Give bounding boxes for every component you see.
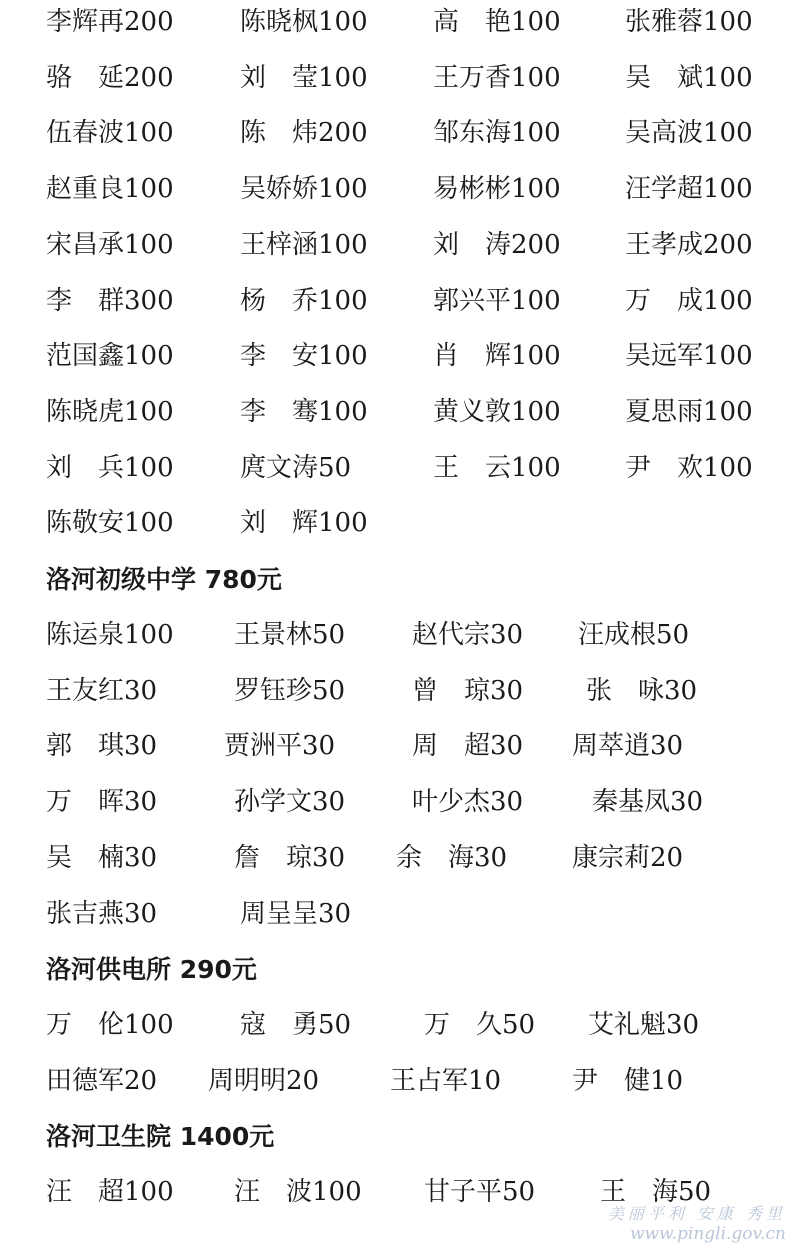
donation-amount: 20 [124, 1065, 158, 1096]
donor-entry [240, 1005, 351, 1045]
donor-row [0, 838, 800, 894]
donor-entry [224, 726, 335, 766]
donor-entry [234, 838, 345, 878]
donor-name: 汪成根 [578, 620, 657, 650]
donor-name: 王景林 [234, 620, 313, 650]
donor-name: 叶少杰 [412, 787, 491, 818]
donation-amount: 100 [318, 396, 368, 427]
donor-name: 杨 乔 [240, 285, 319, 316]
donor-entry [390, 1061, 501, 1101]
donor-entry [46, 281, 174, 321]
donor-name: 赵代宗 [412, 620, 491, 650]
section-heading: 洛河供电所 290元 [46, 955, 257, 984]
donation-amount: 50 [502, 1010, 536, 1040]
section-heading: 洛河卫生院 1400元 [46, 1122, 275, 1151]
donor-entry [46, 838, 157, 878]
donation-amount: 20 [286, 1065, 320, 1096]
donor-entry [240, 113, 368, 153]
donation-amount: 30 [124, 731, 158, 762]
donation-amount: 20 [650, 842, 684, 873]
donor-entry [572, 1061, 683, 1101]
donor-entry [240, 392, 368, 432]
donation-amount: 100 [318, 62, 368, 93]
donor-entry [46, 448, 174, 488]
donor-entry [625, 169, 753, 209]
donation-amount: 30 [664, 675, 698, 706]
donation-amount: 200 [124, 62, 174, 93]
donation-amount: 30 [318, 898, 352, 929]
donation-amount: 30 [650, 731, 684, 762]
donation-amount: 100 [318, 508, 368, 539]
donor-entry [46, 2, 174, 42]
donor-entry [240, 503, 368, 543]
donation-amount: 30 [124, 898, 158, 929]
donor-name: 罗钰珍 [234, 675, 313, 706]
donor-row [0, 782, 800, 838]
donor-row [0, 1005, 800, 1061]
donor-name: 刘 兵 [46, 452, 125, 483]
donor-name: 陈 炜 [240, 118, 319, 149]
donor-name: 康宗莉 [572, 842, 651, 873]
donor-row [0, 336, 800, 392]
donor-name: 周明明 [208, 1065, 287, 1096]
donation-amount: 200 [511, 229, 561, 260]
donation-amount: 100 [124, 229, 174, 260]
donor-name: 刘 涛 [433, 229, 512, 260]
donation-amount: 100 [124, 341, 174, 372]
donation-amount: 100 [511, 452, 561, 483]
watermark-slogan: 美丽平利 安康 秀里 [607, 1204, 786, 1223]
donor-entry [208, 1061, 319, 1101]
donor-name: 万 久 [424, 1010, 503, 1040]
donor-name: 李 群 [46, 285, 125, 316]
donor-name: 张雅蓉 [625, 7, 704, 37]
donation-amount: 30 [490, 620, 524, 650]
donor-name: 王万香 [433, 62, 512, 93]
donation-amount: 100 [124, 508, 174, 539]
donor-entry [46, 726, 157, 766]
donation-amount: 100 [124, 452, 174, 483]
donor-entry [240, 58, 368, 98]
donation-amount: 100 [511, 285, 561, 316]
donor-row [0, 448, 800, 504]
donor-entry [433, 448, 561, 488]
donor-name: 张 咏 [586, 675, 665, 706]
donor-name: 周呈呈 [240, 898, 319, 929]
donor-row [0, 503, 800, 559]
donor-entry [625, 336, 753, 376]
donation-amount: 50 [502, 1177, 536, 1207]
donor-name: 孙学文 [234, 787, 313, 818]
donor-name: 汪 超 [46, 1177, 125, 1207]
donor-name: 贾洲平 [224, 731, 303, 762]
donor-name: 王占军 [390, 1065, 469, 1096]
donor-entry [433, 58, 561, 98]
donor-entry [412, 615, 523, 655]
donor-name: 秦基凤 [592, 787, 671, 818]
donation-amount: 30 [490, 731, 524, 762]
donor-entry [46, 1005, 174, 1045]
donor-row [0, 281, 800, 337]
donor-name: 邹东海 [433, 118, 512, 149]
donation-amount: 50 [678, 1177, 712, 1207]
donor-name: 庹文涛 [240, 452, 319, 483]
donor-entry [46, 1061, 157, 1101]
donor-row [0, 894, 800, 950]
donor-entry [433, 2, 561, 42]
donor-entry [234, 782, 345, 822]
donation-amount: 100 [703, 285, 753, 316]
donor-name: 王友红 [46, 675, 125, 706]
donation-amount: 30 [124, 842, 158, 873]
donation-amount: 100 [318, 7, 368, 37]
donation-amount: 30 [312, 842, 346, 873]
donor-row [0, 615, 800, 671]
donation-amount: 30 [124, 675, 158, 706]
donor-name: 陈敬安 [46, 508, 125, 539]
donation-amount: 30 [490, 675, 524, 706]
donor-entry [424, 1005, 535, 1045]
donor-name: 王 海 [600, 1177, 679, 1207]
donor-name: 刘 辉 [240, 508, 319, 539]
donor-name: 夏思雨 [625, 396, 704, 427]
donor-entry [46, 782, 157, 822]
donation-amount: 50 [318, 452, 352, 483]
donor-row [0, 1061, 800, 1117]
donor-name: 陈运泉 [46, 620, 125, 650]
donor-entry [240, 448, 351, 488]
donor-name: 赵重良 [46, 174, 125, 205]
donation-amount: 30 [666, 1010, 700, 1040]
donation-amount: 300 [124, 285, 174, 316]
donor-entry [586, 671, 697, 711]
donor-entry [234, 671, 345, 711]
donation-amount: 100 [318, 174, 368, 205]
donor-row [0, 2, 800, 58]
donor-entry [433, 281, 561, 321]
donor-name: 曾 琼 [412, 675, 491, 706]
donor-entry [240, 169, 368, 209]
donor-entry [46, 113, 174, 153]
donor-name: 李 安 [240, 341, 319, 372]
donation-amount: 50 [312, 675, 346, 706]
donation-amount: 100 [511, 341, 561, 372]
donor-entry [240, 894, 351, 934]
donor-name: 吴高波 [625, 118, 704, 149]
donation-amount: 100 [511, 118, 561, 149]
donation-amount: 100 [312, 1177, 362, 1207]
donor-entry [46, 503, 174, 543]
donor-name: 吴 楠 [46, 842, 125, 873]
donation-amount: 100 [124, 1177, 174, 1207]
donor-name: 吴娇娇 [240, 174, 319, 205]
donation-amount: 100 [318, 341, 368, 372]
donor-entry [625, 392, 753, 432]
donor-name: 艾礼魁 [588, 1010, 667, 1040]
donor-name: 周萃逍 [572, 731, 651, 762]
donation-amount: 30 [490, 787, 524, 818]
donor-entry [412, 782, 523, 822]
donor-row [0, 113, 800, 169]
donation-amount: 100 [124, 118, 174, 149]
donor-name: 吴远军 [625, 341, 704, 372]
donor-name: 王梓涵 [240, 229, 319, 260]
donor-entry [625, 281, 753, 321]
donor-entry [240, 225, 368, 265]
donor-entry [234, 615, 345, 655]
donation-amount: 30 [670, 787, 704, 818]
donor-row [0, 726, 800, 782]
donor-name: 王孝成 [625, 229, 704, 260]
donor-entry [433, 169, 561, 209]
donor-name: 万 成 [625, 285, 704, 316]
donation-amount: 100 [124, 1010, 174, 1040]
donor-row [0, 671, 800, 727]
donor-entry [396, 838, 507, 878]
donation-amount: 100 [124, 620, 174, 650]
donor-entry [625, 225, 753, 265]
donor-name: 易彬彬 [433, 174, 512, 205]
donation-amount: 50 [656, 620, 690, 650]
donor-entry [46, 1172, 174, 1212]
donor-entry [46, 392, 174, 432]
donor-entry [572, 726, 683, 766]
donor-entry [240, 2, 368, 42]
donor-name: 汪 波 [234, 1177, 313, 1207]
donation-amount: 100 [703, 174, 753, 205]
donor-name: 万 晖 [46, 787, 125, 818]
donor-entry [240, 281, 368, 321]
donation-amount: 100 [511, 7, 561, 37]
donor-name: 周 超 [412, 731, 491, 762]
donor-name: 肖 辉 [433, 341, 512, 372]
donor-name: 陈晓虎 [46, 396, 125, 427]
donor-entry [625, 113, 753, 153]
donation-amount: 200 [318, 118, 368, 149]
donation-amount: 100 [703, 118, 753, 149]
donor-entry [46, 225, 174, 265]
donation-amount: 50 [312, 620, 346, 650]
site-watermark [608, 1201, 786, 1244]
donation-amount: 100 [318, 229, 368, 260]
donor-name: 高 艳 [433, 7, 512, 37]
donor-entry [412, 671, 523, 711]
donor-entry [46, 169, 174, 209]
donor-entry [46, 336, 174, 376]
donor-entry [433, 392, 561, 432]
donation-amount: 100 [124, 174, 174, 205]
donor-name: 范国鑫 [46, 341, 125, 372]
donor-name: 黄义敦 [433, 396, 512, 427]
donor-name: 汪学超 [625, 174, 704, 205]
section-heading: 洛河初级中学 780元 [46, 565, 282, 594]
donor-entry [625, 2, 753, 42]
donation-amount: 50 [318, 1010, 352, 1040]
donation-amount: 100 [124, 396, 174, 427]
watermark-url: www.pingli.gov.cn [629, 1224, 786, 1244]
donor-entry [46, 671, 157, 711]
donor-name: 李辉再 [46, 7, 125, 37]
donor-entry [588, 1005, 699, 1045]
donor-name: 寇 勇 [240, 1010, 319, 1040]
donation-amount: 100 [703, 7, 753, 37]
donor-name: 尹 欢 [625, 452, 704, 483]
donor-row [0, 169, 800, 225]
donor-entry [578, 615, 689, 655]
donation-amount: 10 [468, 1065, 502, 1096]
donor-entry [433, 336, 561, 376]
donor-name: 詹 琼 [234, 842, 313, 873]
donor-entry [424, 1172, 535, 1212]
donor-entry [572, 838, 683, 878]
donor-name: 郭兴平 [433, 285, 512, 316]
donor-name: 李 骞 [240, 396, 319, 427]
donor-entry [412, 726, 523, 766]
donor-entry [625, 448, 753, 488]
donation-amount: 30 [302, 731, 336, 762]
donor-name: 伍春波 [46, 118, 125, 149]
donation-amount: 30 [474, 842, 508, 873]
donor-entry [433, 225, 561, 265]
donor-entry [234, 1172, 362, 1212]
donation-amount: 100 [703, 452, 753, 483]
donor-name: 陈晓枫 [240, 7, 319, 37]
donation-amount: 100 [703, 62, 753, 93]
donation-amount: 200 [124, 7, 174, 37]
donor-row [0, 58, 800, 114]
donation-amount: 100 [703, 341, 753, 372]
donor-entry [592, 782, 703, 822]
donor-name: 宋昌承 [46, 229, 125, 260]
donor-name: 吴 斌 [625, 62, 704, 93]
donor-entry [240, 336, 368, 376]
donation-amount: 100 [703, 396, 753, 427]
donor-name: 田德军 [46, 1065, 125, 1096]
donation-amount: 100 [511, 174, 561, 205]
donation-amount: 10 [650, 1065, 684, 1096]
donor-entry [433, 113, 561, 153]
donor-name: 刘 莹 [240, 62, 319, 93]
donation-amount: 200 [703, 229, 753, 260]
donor-entry [46, 894, 157, 934]
donor-name: 郭 琪 [46, 731, 125, 762]
donation-amount: 100 [511, 62, 561, 93]
donor-name: 余 海 [396, 842, 475, 873]
donor-name: 尹 健 [572, 1065, 651, 1096]
donor-name: 甘子平 [424, 1177, 503, 1207]
donor-entry [46, 615, 174, 655]
donation-amount: 100 [511, 396, 561, 427]
donor-row [0, 225, 800, 281]
donor-name: 万 伦 [46, 1010, 125, 1040]
donor-name: 张吉燕 [46, 898, 125, 929]
donor-row [0, 392, 800, 448]
donor-name: 骆 延 [46, 62, 125, 93]
donation-amount: 30 [312, 787, 346, 818]
donor-entry [625, 58, 753, 98]
donor-name: 王 云 [433, 452, 512, 483]
donation-amount: 100 [318, 285, 368, 316]
donation-amount: 30 [124, 787, 158, 818]
donor-entry [46, 58, 174, 98]
